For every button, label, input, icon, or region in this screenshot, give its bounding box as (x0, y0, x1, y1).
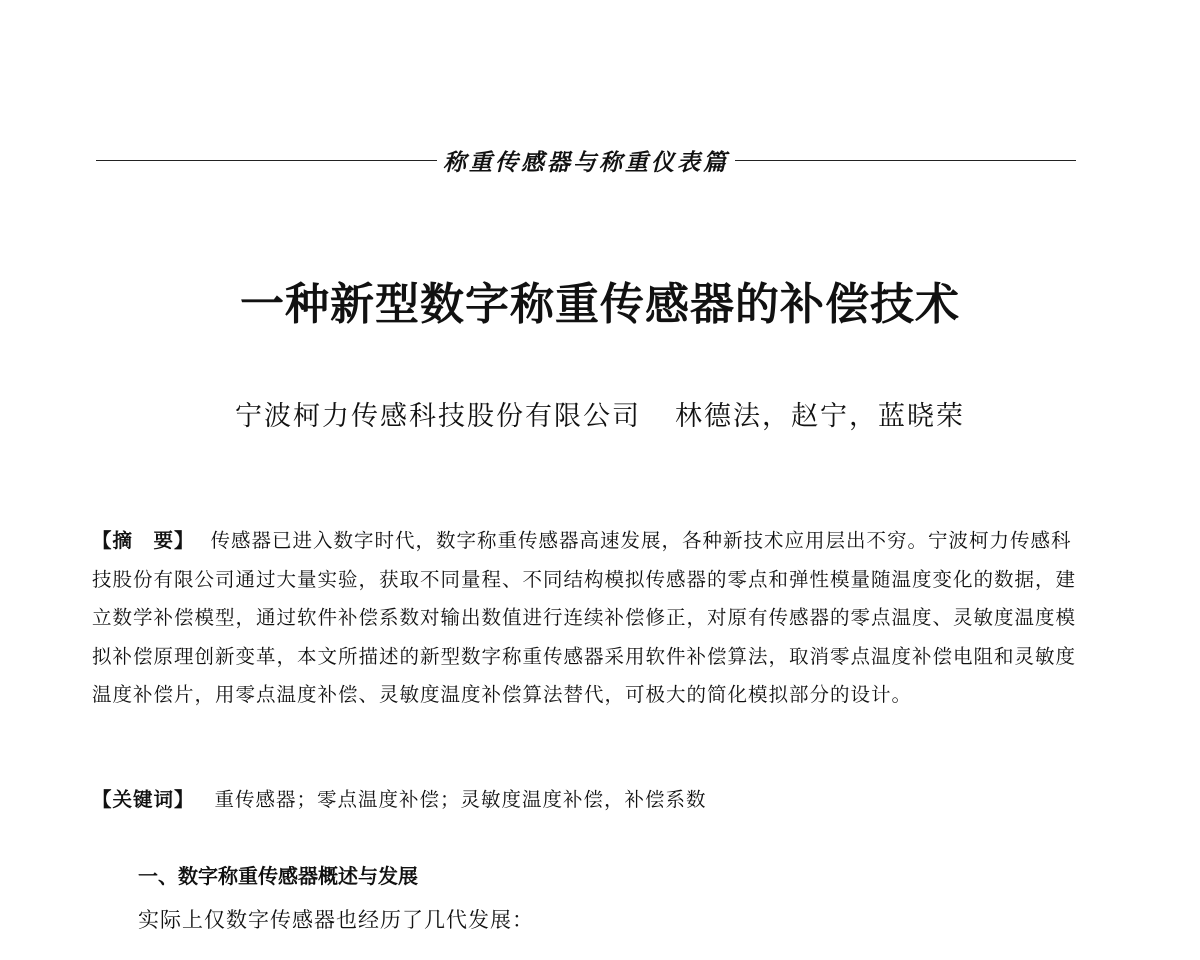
author-line (0, 394, 1200, 433)
header-rule-left (96, 160, 437, 161)
abstract (92, 522, 1082, 715)
body-paragraph-first-line: 实际上仅数字传感器也经历了几代发展： (138, 908, 534, 932)
affiliation: 宁波柯力传感科技股份有限公司 (235, 401, 641, 432)
paper-title: 一种新型数字称重传感器的补偿技术 (240, 279, 960, 330)
header-rule-right (735, 160, 1076, 161)
keywords-label: 【关键词】 (92, 788, 195, 811)
section-heading: 一、数字称重传感器概述与发展 (138, 864, 418, 888)
keywords (92, 781, 1082, 819)
keywords-text: 重传感器；零点温度补偿；灵敏度温度补偿，补偿系数 (214, 788, 707, 811)
section-header (96, 138, 1076, 182)
abstract-text: 传感器已进入数字时代，数字称重传感器高速发展，各种新技术应用层出不穷。宁波柯力传感科技股份有限公司通过大量实验，获取不同量程、不同结构模拟传感器的零点和弹性模量随温度变化的数据，建立数学补偿模型，通过软件补偿系数对输出数值进行连续补偿修正，对原有传感器的零点温度、灵敏度温度模拟补偿原理创新变革，本文所描述的新型数字称重传感器采用软件补偿算法，取消零点温度补偿电阻和灵敏度温度补偿片，用零点温度补偿、灵敏度温度补偿算法替代，可极大的简化模拟部分的设计。 (92, 529, 1077, 706)
section-header-title: 称重传感器与称重仪表篇 (443, 148, 729, 176)
author-names: 林德法，赵宁，蓝晓荣 (675, 401, 965, 432)
truncated-next-line (92, 940, 1082, 960)
abstract-label: 【摘 要】 (92, 529, 195, 552)
